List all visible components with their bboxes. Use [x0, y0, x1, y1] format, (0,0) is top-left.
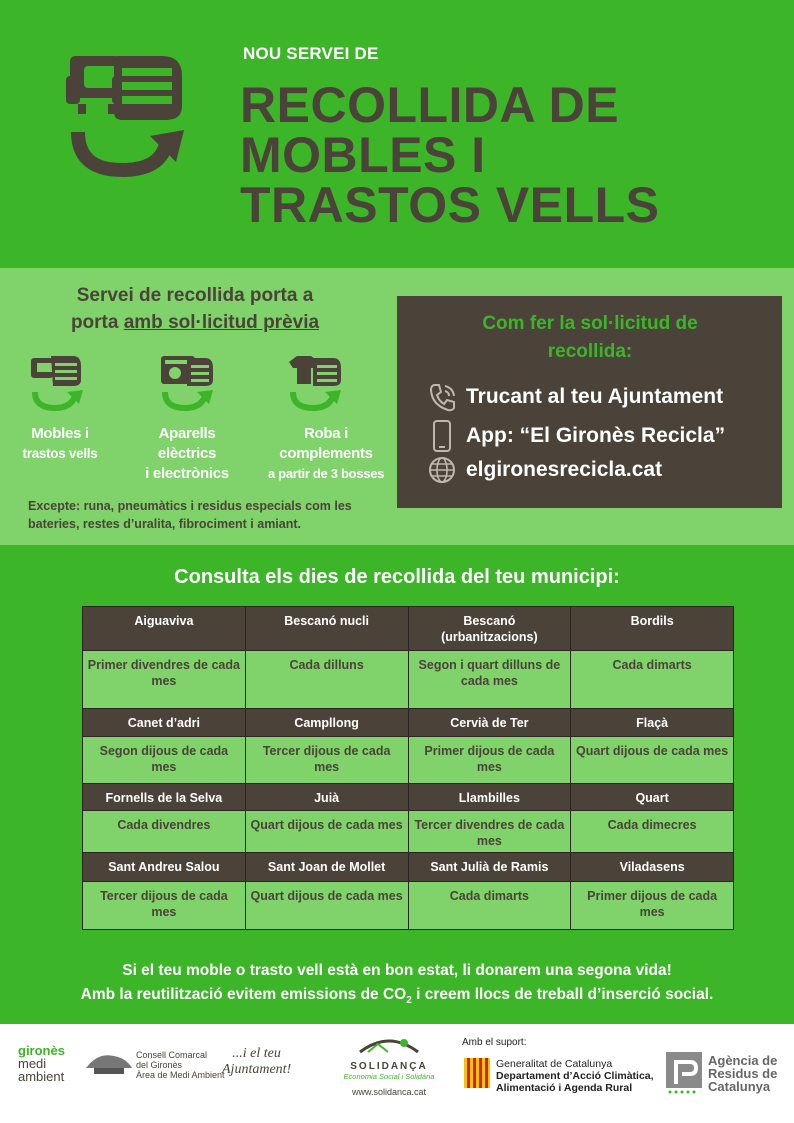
municipality-row — [83, 853, 734, 881]
collection-day: Primer divendres de cada mes — [83, 651, 246, 709]
ajuntament-text: ...i el teu — [232, 1046, 281, 1061]
service-title-underlined: amb sol·licitud prèvia — [123, 312, 320, 333]
service-item-line: Mobles i — [31, 425, 89, 442]
service-title-line: Servei de recollida porta a — [76, 285, 314, 306]
municipality-name: Bordils — [571, 607, 734, 651]
collection-day: Primer dijous de cada mes — [571, 881, 734, 930]
collection-day-row — [83, 881, 734, 930]
municipality-name: Bescanó nucli — [245, 607, 408, 651]
title-line: MOBLES I — [240, 127, 486, 183]
gencat-text: Alimentació i Agenda Rural — [496, 1082, 633, 1094]
municipality-row — [83, 607, 734, 651]
request-method-text: App: “El Gironès Recicla” — [466, 424, 726, 447]
clothes-hand-icon — [285, 354, 343, 412]
request-method-web — [428, 455, 662, 485]
solidanca-name: SOLIDANÇA — [350, 1061, 428, 1072]
collection-day: Segon i quart dilluns de cada mes — [408, 651, 571, 709]
kicker-text: NOU SERVEI DE — [243, 44, 379, 63]
girones-logo — [18, 1044, 65, 1083]
arc-text: Residus de — [708, 1066, 778, 1081]
solidanca-url: www.solidanca.cat — [351, 1087, 427, 1097]
collection-day: Quart dijous de cada mes — [571, 737, 734, 783]
collection-day: Primer dijous de cada mes — [408, 737, 571, 783]
collection-day: Cada divendres — [83, 810, 246, 852]
municipality-name: Fornells de la Selva — [83, 783, 246, 810]
footer-line-2 — [0, 986, 794, 1006]
request-method-app — [428, 419, 725, 453]
municipality-name: Sant Joan de Mollet — [245, 853, 408, 881]
service-title-line — [10, 309, 380, 336]
municipality-name: Flaçà — [571, 708, 734, 736]
municipality-row — [83, 783, 734, 810]
support-label: Amb el suport: — [462, 1037, 527, 1048]
consell-text: del Gironès — [136, 1060, 183, 1070]
arc-text: Catalunya — [708, 1079, 771, 1094]
girones-text: ambient — [18, 1069, 65, 1084]
service-item-furniture — [0, 424, 120, 464]
collection-day: Quart dijous de cada mes — [245, 881, 408, 930]
solidanca-tag: Economia Social i Solidària — [343, 1072, 435, 1081]
collection-day-row — [83, 810, 734, 852]
solidanca-emblem-icon — [354, 1034, 424, 1056]
municipality-name: Bescanó (urbanitzacions) — [408, 607, 571, 651]
collection-day: Cada dilluns — [245, 651, 408, 709]
service-item-line: trastos vells — [22, 446, 98, 461]
municipality-name: Sant Julià de Ramis — [408, 853, 571, 881]
sponsor-logos — [0, 1024, 794, 1123]
request-title-line: Com fer la sol·licitud de — [482, 313, 698, 334]
collection-day: Tercer divendres de cada mes — [408, 810, 571, 852]
request-method-text: Trucant al teu Ajuntament — [466, 385, 724, 408]
footer-line-2a: Amb la reutilització evitem emissions de CO — [80, 986, 407, 1003]
ajuntament-text: Ajuntament! — [222, 1062, 292, 1077]
service-item-appliances — [127, 424, 247, 484]
footer-subscript: 2 — [406, 995, 412, 1007]
girones-text: gironès — [18, 1043, 65, 1058]
collection-day: Tercer dijous de cada mes — [83, 881, 246, 930]
gencat-logo — [496, 1058, 654, 1094]
request-method-text: elgironesrecicla.cat — [466, 458, 663, 481]
footer-line-2b: i creem llocs de treball d’inserció social. — [411, 986, 714, 1003]
municipality-name: Quart — [571, 783, 734, 810]
municipality-name: Canet d’adri — [83, 708, 246, 736]
service-item-clothes — [258, 424, 394, 484]
appliance-hand-icon — [157, 354, 215, 412]
title-line: RECOLLIDA DE — [240, 77, 620, 133]
girones-text: medi — [18, 1056, 47, 1071]
sofa-recycle-icon — [62, 48, 190, 178]
municipality-name: Viladasens — [571, 853, 734, 881]
arc-text: Agència de — [708, 1053, 778, 1068]
collection-day: Cada dimarts — [408, 881, 571, 930]
collection-day: Cada dimarts — [571, 651, 734, 709]
request-title-line: recollida: — [547, 341, 633, 362]
service-item-line: i electrònics — [145, 465, 229, 482]
municipality-name: Campllong — [245, 708, 408, 736]
municipality-name: Llambilles — [408, 783, 571, 810]
smartphone-icon — [428, 419, 456, 453]
ajuntament-slogan — [222, 1046, 291, 1078]
consell-text: Àrea de Medi Ambient — [136, 1070, 225, 1080]
consell-emblem-icon — [84, 1046, 134, 1080]
collection-day-row — [83, 651, 734, 709]
service-item-line: Aparells — [158, 425, 216, 442]
collection-day: Quart dijous de cada mes — [245, 810, 408, 852]
service-item-line: elèctrics — [157, 445, 217, 462]
gencat-text: Departament d’Acció Climàtica, — [496, 1070, 654, 1082]
municipality-name: Aiguaviva — [83, 607, 246, 651]
municipality-name: Cervià de Ter — [408, 708, 571, 736]
footer-line-1: Si el teu moble o trasto vell està en bon estat, li donarem una segona vida! — [122, 962, 672, 979]
service-title — [10, 282, 380, 336]
phone-icon — [428, 382, 456, 412]
consell-text: Consell Comarcal — [136, 1050, 208, 1060]
schedule-title: Consulta els dies de recollida del teu municipi: — [174, 566, 620, 588]
collection-day: Segon dijous de cada mes — [83, 737, 246, 783]
consell-logo — [136, 1050, 225, 1080]
municipality-name: Sant Andreu Salou — [83, 853, 246, 881]
title-line: TRASTOS VELLS — [240, 177, 660, 233]
request-title — [440, 310, 740, 366]
collection-day-row — [83, 737, 734, 783]
exceptions-note: Excepte: runa, pneumàtics i residus especials com les bateries, restes d’uralita, fibrociment i amiant. — [28, 499, 352, 531]
collection-day: Tercer dijous de cada mes — [245, 737, 408, 783]
service-item-line: Roba i — [303, 425, 349, 442]
schedule-table — [82, 606, 734, 930]
municipality-row — [83, 708, 734, 736]
sofa-hand-icon — [27, 354, 85, 412]
service-item-line: complements — [279, 445, 373, 462]
gencat-text: Generalitat de Catalunya — [496, 1058, 613, 1070]
solidanca-logo — [336, 1034, 442, 1097]
request-method-phone — [428, 382, 723, 412]
municipality-name: Juià — [245, 783, 408, 810]
page-title — [240, 77, 760, 233]
gencat-emblem-icon — [462, 1056, 492, 1090]
service-title-prefix: porta — [70, 312, 124, 333]
collection-day: Cada dimecres — [571, 810, 734, 852]
arc-emblem-icon — [664, 1050, 704, 1096]
globe-icon — [428, 455, 456, 485]
service-item-line: a partir de 3 bosses — [267, 466, 385, 481]
arc-logo — [708, 1054, 777, 1093]
